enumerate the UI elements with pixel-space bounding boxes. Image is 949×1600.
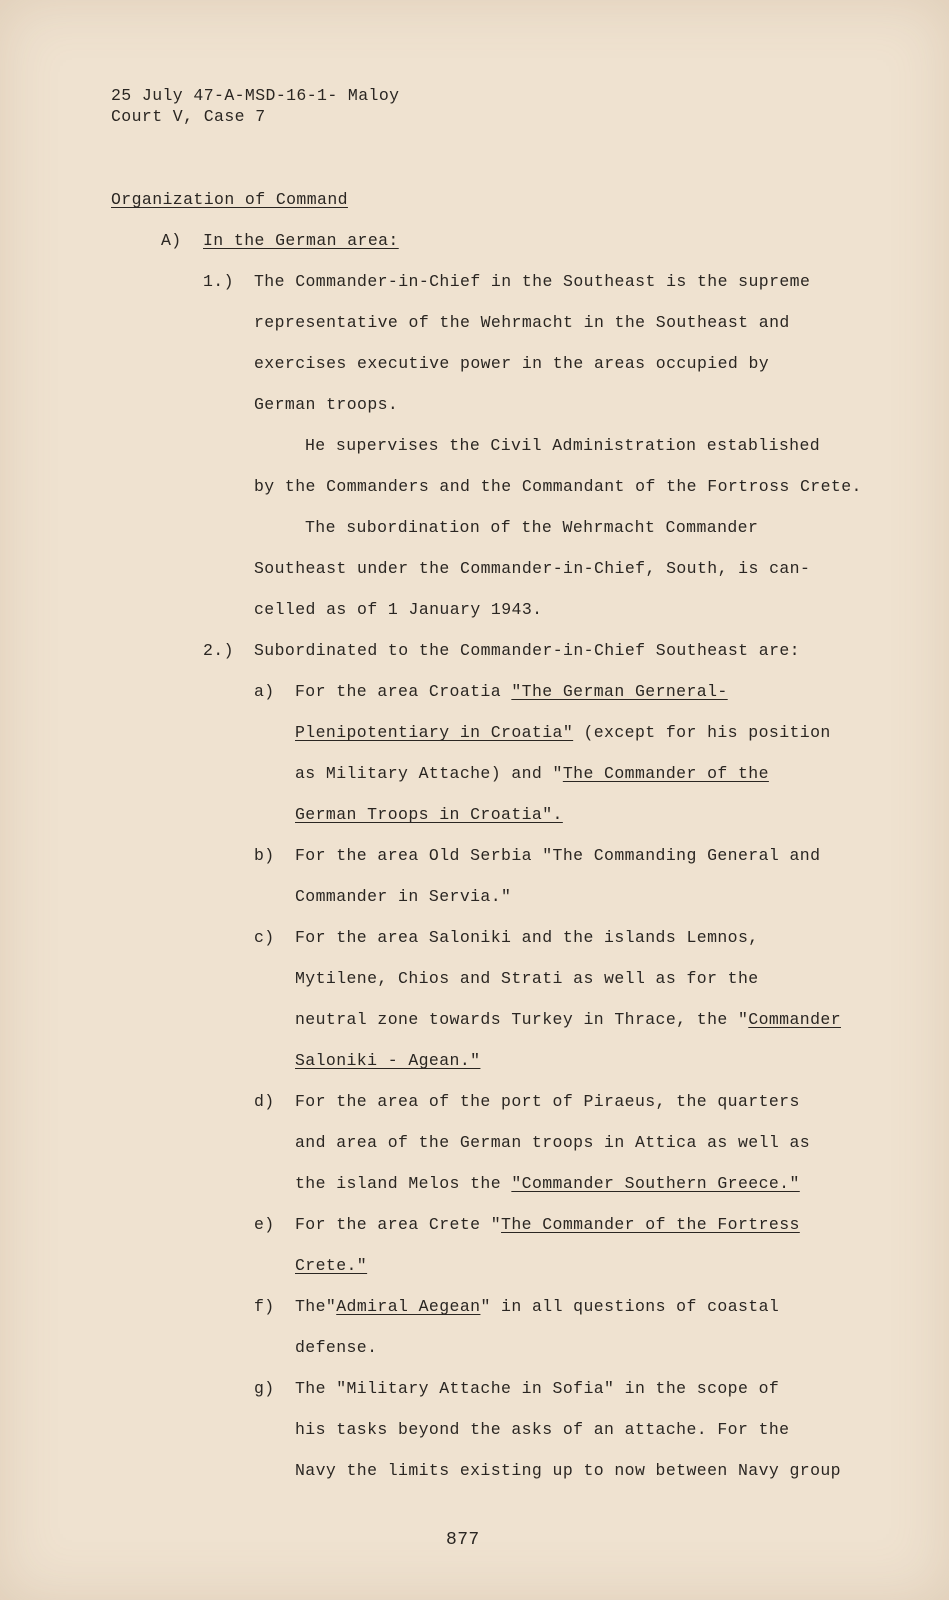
item-2b-line: Commander in Servia." [295,887,512,906]
item-2b-line: For the area Old Serbia "The Commanding General and [295,846,821,865]
item-2d-line: For the area of the port of Piraeus, the quarters [295,1092,800,1111]
item-2a-label: a) [254,682,275,701]
item-1-text: celled as of 1 January 1943. [254,600,543,619]
section-a-label: A) [161,231,182,250]
item-1-text: The subordination of the Wehrmacht Commander [305,518,759,537]
item-2c-line: Mytilene, Chios and Strati as well as for the [295,969,759,988]
item-2b-label: b) [254,846,275,865]
item-2f-line: defense. [295,1338,378,1357]
item-2g-line: Navy the limits existing up to now between Navy group [295,1461,841,1480]
item-2d-line: the island Melos the "Commander Southern Greece." [295,1174,800,1193]
item-2g-line: The "Military Attache in Sofia" in the scope of [295,1379,780,1398]
item-1-text: by the Commanders and the Commandant of the Fortross Crete. [254,477,862,496]
item-2e-line: For the area Crete "The Commander of the Fortress [295,1215,800,1234]
item-2f-label: f) [254,1297,275,1316]
header-line-2: Court V, Case 7 [111,107,266,126]
item-1-text: representative of the Wehrmacht in the Southeast and [254,313,790,332]
item-2a-line: For the area Croatia "The German Gerneral- [295,682,728,701]
item-2d-label: d) [254,1092,275,1111]
item-2c-label: c) [254,928,275,947]
item-1-label: 1.) [203,272,234,291]
item-2-label: 2.) [203,641,234,660]
item-2d-line: and area of the German troops in Attica as well as [295,1133,811,1152]
page-number: 877 [446,1530,480,1550]
item-2a-line: German Troops in Croatia". [295,805,563,824]
section-a-title: In the German area: [203,231,399,250]
item-2c-line: neutral zone towards Turkey in Thrace, the "Commander [295,1010,841,1029]
item-2a-line: as Military Attache) and "The Commander of the [295,764,769,783]
item-1-text: The Commander-in-Chief in the Southeast is the supreme [254,272,811,291]
item-2g-line: his tasks beyond the asks of an attache. For the [295,1420,790,1439]
item-1-text: Southeast under the Commander-in-Chief, South, is can- [254,559,811,578]
item-2c-line: Saloniki - Agean." [295,1051,481,1070]
item-1-text: He supervises the Civil Administration established [305,436,821,455]
item-2g-label: g) [254,1379,275,1398]
heading: Organization of Command [111,190,348,209]
item-2e-label: e) [254,1215,275,1234]
item-2c-line: For the area Saloniki and the islands Lemnos, [295,928,759,947]
item-2f-line: The"Admiral Aegean" in all questions of coastal [295,1297,780,1316]
item-2e-line: Crete." [295,1256,368,1275]
item-1-text: exercises executive power in the areas occupied by [254,354,770,373]
item-2-intro: Subordinated to the Commander-in-Chief Southeast are: [254,641,800,660]
item-1-text: German troops. [254,395,399,414]
header-line-1: 25 July 47-A-MSD-16-1- Maloy [111,86,400,105]
item-2a-line: Plenipotentiary in Croatia" (except for his position [295,723,831,742]
